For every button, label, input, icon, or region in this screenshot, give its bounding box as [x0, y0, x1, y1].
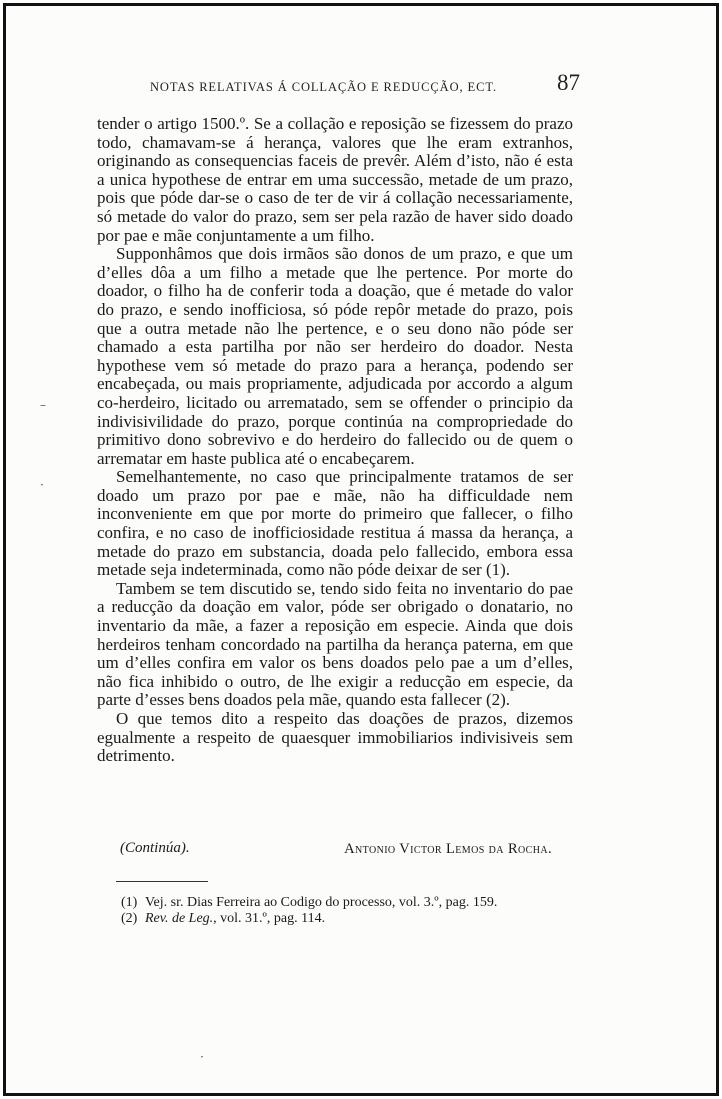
- author-name: Antonio Victor Lemos da Rocha.: [344, 841, 552, 857]
- footnote-number: (1): [121, 895, 138, 910]
- signature-line: [120, 840, 560, 862]
- continua-note: (Continúa).: [120, 840, 190, 856]
- footnote-2: [121, 911, 581, 927]
- margin-speck: –: [40, 398, 46, 412]
- footnote-journal-title: Rev. de Leg.: [145, 910, 214, 926]
- footnote-number: (2): [121, 910, 138, 926]
- page-header: [150, 70, 580, 104]
- footnote-1: [121, 895, 581, 911]
- footnotes: [121, 895, 581, 926]
- running-title: NOTAS RELATIVAS Á COLLAÇÃO E REDUCÇÃO, ECT.: [150, 80, 497, 94]
- footnote-divider: [116, 881, 208, 882]
- body-text: [97, 115, 573, 766]
- margin-speck: ·: [40, 478, 44, 492]
- margin-speck: ·: [200, 1050, 204, 1064]
- page-number: 87: [557, 70, 580, 95]
- paragraph-3: Semelhantemente, no caso que principalmente tratamos de ser doado um prazo por pae e mãe, não ha difficuldade nem inconveniente em que por morte do primeiro que fallecer, o filho confira, e no caso de inofficiosidade restitua á massa da herança, a metade do prazo em substancia, doada pelo fallecido, embora essa metade seja indeterminada, como não póde deixar de ser (1).: [97, 467, 573, 580]
- paragraph-5: O que temos dito a respeito das doações de prazos, dizemos egualmente a respeito de quaesquer immobiliarios indivisiveis sem detrimento.: [97, 709, 573, 766]
- paragraph-2: Supponhâmos que dois irmãos são donos de um prazo, e que um d’elles dôa a um filho a metade que lhe pertence. Por morte do doador, o filho ha de conferir toda a doação, que é metade do valor do prazo, e sendo inofficiosa, só póde repôr metade do prazo, pois que a outra metade não lhe pertence, e o seu dono não póde ser chamado a esta partilha por não ser herdeiro do doador. Nesta hypothese vem só metade do prazo para a herança, podendo ser encabeçada, ou mais propriamente, adjudicada por accordo a algum co-herdeiro, licitado ou arrematado, sem se offender o principio da indivisivilidade do prazo, porque continúa na compropriedade do primitivo dono sobrevivo e do herdeiro do fallecido ou de quem o arrematar em haste publica até o encabeçarem.: [97, 244, 573, 468]
- footnote-text: Vej. sr. Dias Ferreira ao Codigo do processo, vol. 3.º, pag. 159.: [145, 895, 498, 910]
- footnote-text: , vol. 31.º, pag. 114.: [213, 910, 326, 926]
- paragraph-1: tender o artigo 1500.º. Se a collação e reposição se fizessem do prazo todo, chamavam-se á herança, valores que lhe eram extranhos, originando as consequencias faceis de prevêr. Além d’isto, não é esta a unica hypothese de entrar em uma successão, metade de um prazo, pois que póde dar-se o caso de ter de vir á collação necessariamente, só metade do valor do prazo, sem ser pela razão de haver sido doado por pae e mãe conjuntamente a um filho.: [97, 114, 573, 245]
- paragraph-4: Tambem se tem discutido se, tendo sido feita no inventario do pae a reducção da doação em valor, póde ser obrigado o donatario, no inventario da mãe, a fazer a reposição em especie. Ainda que dois herdeiros tenham concordado na partilha da herança paterna, em que um d’elles confira em valor os bens doados pelo pae a um d’elles, não fica inhibido o outro, de lhe exigir a reducção em especie, da parte d’esses bens doados pela mãe, quando esta fallecer (2).: [97, 578, 573, 710]
